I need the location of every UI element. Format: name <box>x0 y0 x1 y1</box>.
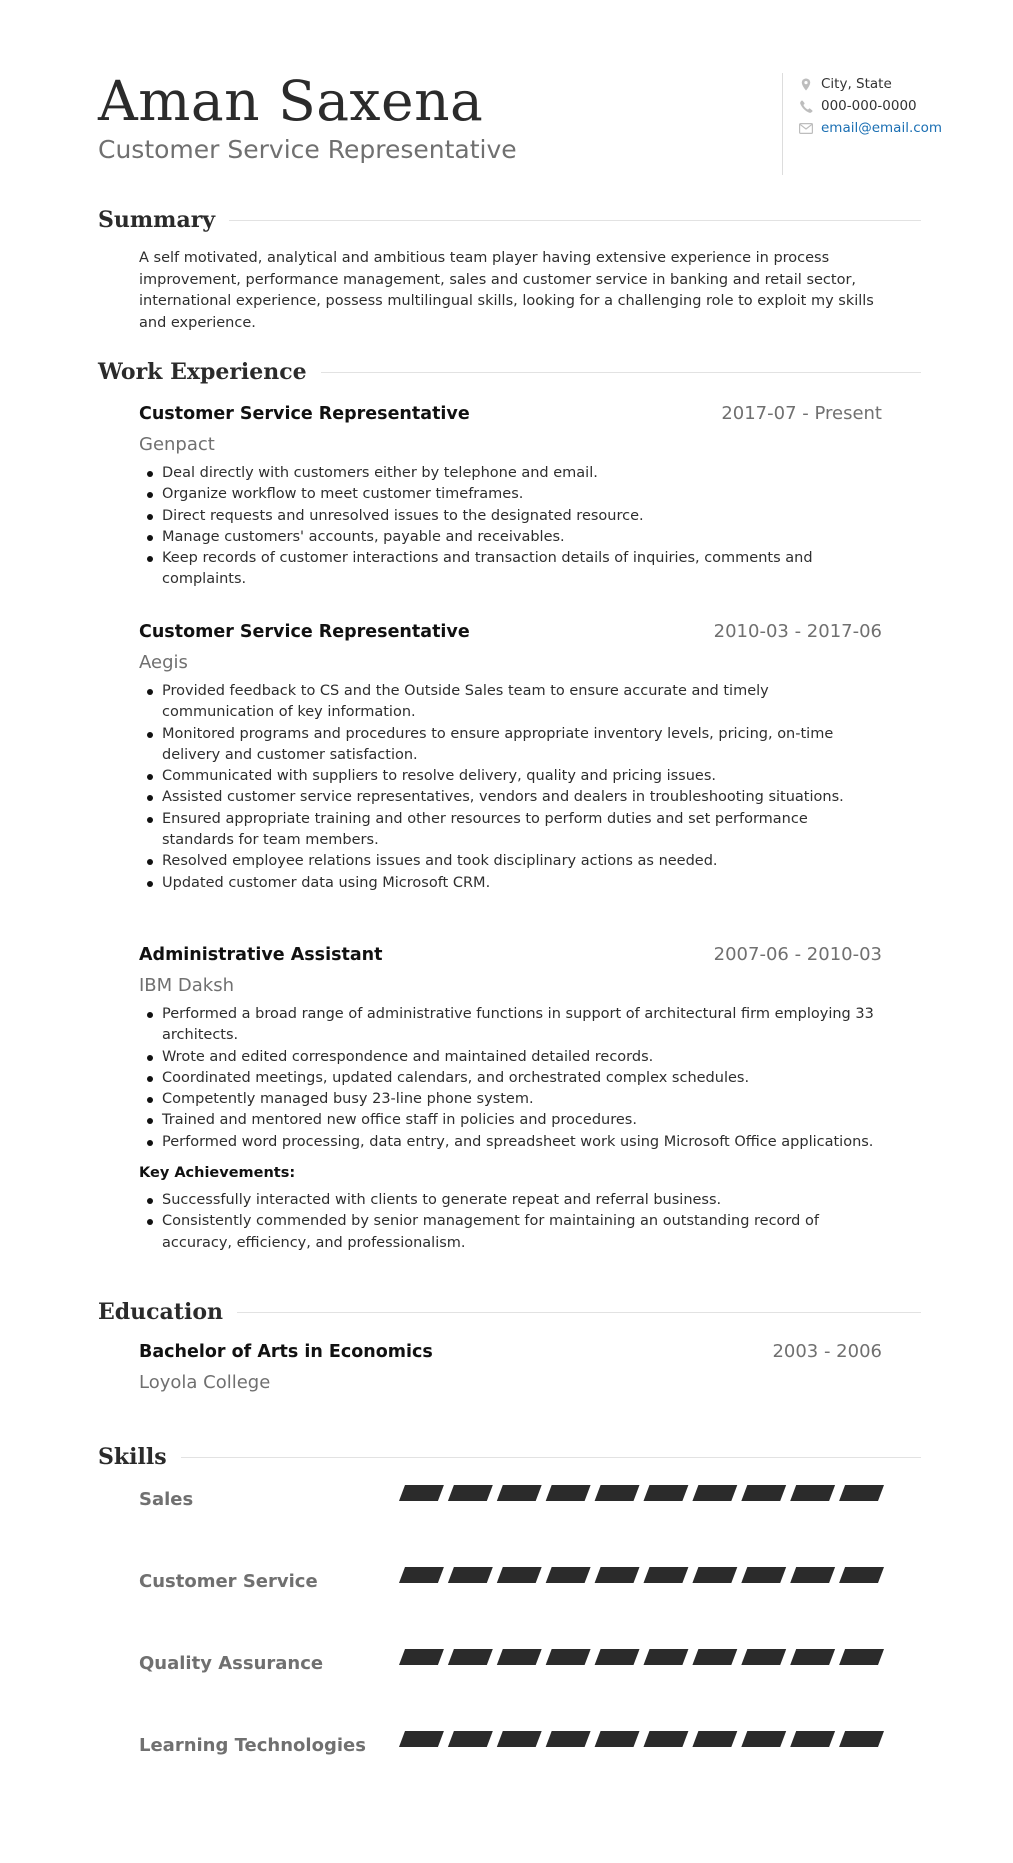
list-item: Resolved employee relations issues and took disciplinary actions as needed. <box>139 851 882 872</box>
education-dates: 2003 - 2006 <box>772 1341 882 1362</box>
section-divider <box>181 1457 921 1458</box>
section-title: Summary <box>98 207 216 233</box>
skill-segment <box>448 1485 493 1501</box>
list-item: Ensured appropriate training and other resources to perform duties and set performance standards for team members. <box>139 809 882 852</box>
achievements-list <box>139 1190 882 1254</box>
skill-segment <box>497 1485 542 1501</box>
list-item: Organize workflow to meet customer timeframes. <box>139 484 882 505</box>
section-skills-heading <box>98 1442 921 1472</box>
section-summary-heading <box>98 205 921 235</box>
skill-segment <box>790 1485 835 1501</box>
skill-row <box>139 1567 884 1597</box>
list-item: Deal directly with customers either by telephone and email. <box>139 463 882 484</box>
contact-block <box>782 73 957 175</box>
education-entry <box>139 1340 882 1395</box>
job-company: IBM Daksh <box>139 975 235 996</box>
list-item: Performed word processing, data entry, and spreadsheet work using Microsoft Office applications. <box>139 1132 882 1153</box>
section-title: Education <box>98 1299 223 1325</box>
skill-segment <box>692 1485 737 1501</box>
skill-segment <box>741 1485 786 1501</box>
skill-segment <box>741 1731 786 1747</box>
skill-segment <box>644 1567 689 1583</box>
map-pin-icon <box>797 77 815 91</box>
skill-segment <box>448 1567 493 1583</box>
contact-email[interactable] <box>797 117 957 139</box>
skill-row <box>139 1731 884 1761</box>
list-item: Provided feedback to CS and the Outside Sales team to ensure accurate and timely communication of key information. <box>139 681 882 724</box>
section-experience-heading <box>98 357 921 387</box>
list-item: Consistently commended by senior management for maintaining an outstanding record of accuracy, efficiency, and professionalism. <box>139 1211 882 1254</box>
job-entry-ibm-daksh <box>139 943 882 1254</box>
skill-segment <box>595 1649 640 1665</box>
job-bullets <box>139 1004 882 1153</box>
skill-segment <box>839 1731 884 1747</box>
section-title: Skills <box>98 1444 167 1470</box>
skill-bar-graphic <box>399 1567 884 1583</box>
list-item: Communicated with suppliers to resolve delivery, quality and pricing issues. <box>139 766 882 787</box>
job-bullets <box>139 681 882 894</box>
skill-segment <box>595 1485 640 1501</box>
skill-segment <box>546 1485 591 1501</box>
skill-segment <box>497 1649 542 1665</box>
skill-segment <box>692 1649 737 1665</box>
skill-segment <box>790 1567 835 1583</box>
skill-segment <box>399 1485 444 1501</box>
section-divider <box>321 372 921 373</box>
contact-phone <box>797 95 957 117</box>
skill-segment <box>839 1485 884 1501</box>
job-entry-aegis <box>139 620 882 894</box>
skill-segment <box>546 1567 591 1583</box>
envelope-icon <box>797 121 815 135</box>
job-entry-genpact <box>139 402 882 591</box>
skill-segment <box>448 1649 493 1665</box>
list-item: Coordinated meetings, updated calendars, and orchestrated complex schedules. <box>139 1068 882 1089</box>
degree-name: Bachelor of Arts in Economics <box>139 1342 433 1362</box>
skill-segment <box>595 1567 640 1583</box>
list-item: Updated customer data using Microsoft CRM. <box>139 873 882 894</box>
list-item: Keep records of customer interactions and transaction details of inquiries, comments and complaints. <box>139 548 882 591</box>
skill-segment <box>839 1567 884 1583</box>
job-role: Administrative Assistant <box>139 945 383 965</box>
skill-segment <box>546 1649 591 1665</box>
section-divider <box>237 1312 921 1313</box>
skill-segment <box>546 1731 591 1747</box>
skill-segment <box>497 1731 542 1747</box>
section-title: Work Experience <box>98 359 307 385</box>
job-dates: 2017-07 - Present <box>721 403 882 424</box>
summary-text: A self motivated, analytical and ambitious team player having extensive experience in process improvement, performance management, sales and customer service in banking and retail sector, international experience, possess multilingual skills, looking for a challenging role to exploit my skills and experience. <box>139 250 874 331</box>
skill-segment <box>644 1485 689 1501</box>
list-item: Performed a broad range of administrative functions in support of architectural firm employing 33 architects. <box>139 1004 882 1047</box>
school-name: Loyola College <box>139 1372 271 1393</box>
list-item: Assisted customer service representatives, vendors and dealers in troubleshooting situations. <box>139 787 882 808</box>
skill-level-bar <box>399 1731 884 1749</box>
location-text: City, State <box>821 76 892 92</box>
skill-segment <box>644 1731 689 1747</box>
skill-segment <box>497 1567 542 1583</box>
skill-name: Customer Service <box>139 1571 318 1592</box>
job-company: Genpact <box>139 434 215 455</box>
candidate-name: Aman Saxena <box>98 69 484 133</box>
skill-segment <box>839 1649 884 1665</box>
skill-segment <box>790 1731 835 1747</box>
section-divider <box>229 220 921 221</box>
section-education-heading <box>98 1297 921 1327</box>
skill-level-bar <box>399 1567 884 1585</box>
list-item: Direct requests and unresolved issues to the designated resource. <box>139 506 882 527</box>
phone-icon <box>797 99 815 113</box>
skill-segment <box>399 1649 444 1665</box>
skill-level-bar <box>399 1649 884 1667</box>
skill-segment <box>692 1731 737 1747</box>
job-role: Customer Service Representative <box>139 622 470 642</box>
skill-bar-graphic <box>399 1649 884 1665</box>
skill-segment <box>692 1567 737 1583</box>
skill-segment <box>790 1649 835 1665</box>
contact-location <box>797 73 957 95</box>
skill-level-bar <box>399 1485 884 1503</box>
skill-bar-graphic <box>399 1485 884 1501</box>
job-dates: 2010-03 - 2017-06 <box>713 621 882 642</box>
job-role: Customer Service Representative <box>139 404 470 424</box>
skill-segment <box>595 1731 640 1747</box>
achievements-label: Key Achievements: <box>139 1165 296 1182</box>
list-item: Manage customers' accounts, payable and receivables. <box>139 527 882 548</box>
candidate-title: Customer Service Representative <box>98 135 517 164</box>
list-item: Successfully interacted with clients to generate repeat and referral business. <box>139 1190 882 1211</box>
skill-row <box>139 1649 884 1679</box>
list-item: Competently managed busy 23-line phone system. <box>139 1089 882 1110</box>
skill-segment <box>741 1649 786 1665</box>
skill-segment <box>644 1649 689 1665</box>
skill-bar-graphic <box>399 1731 884 1747</box>
job-bullets <box>139 463 882 591</box>
skill-segment <box>741 1567 786 1583</box>
job-dates: 2007-06 - 2010-03 <box>713 944 882 965</box>
list-item: Wrote and edited correspondence and maintained detailed records. <box>139 1047 882 1068</box>
list-item: Monitored programs and procedures to ensure appropriate inventory levels, pricing, on-time delivery and customer satisfaction. <box>139 724 882 767</box>
job-company: Aegis <box>139 652 188 673</box>
skill-segment <box>399 1731 444 1747</box>
skill-segment <box>448 1731 493 1747</box>
skill-name: Sales <box>139 1489 194 1510</box>
skill-segment <box>399 1567 444 1583</box>
list-item: Trained and mentored new office staff in policies and procedures. <box>139 1110 882 1131</box>
skill-row <box>139 1485 884 1515</box>
skill-name: Learning Technologies <box>139 1735 366 1756</box>
email-link[interactable]: email@email.com <box>821 120 943 136</box>
phone-text: 000-000-0000 <box>821 98 917 114</box>
skill-name: Quality Assurance <box>139 1653 324 1674</box>
